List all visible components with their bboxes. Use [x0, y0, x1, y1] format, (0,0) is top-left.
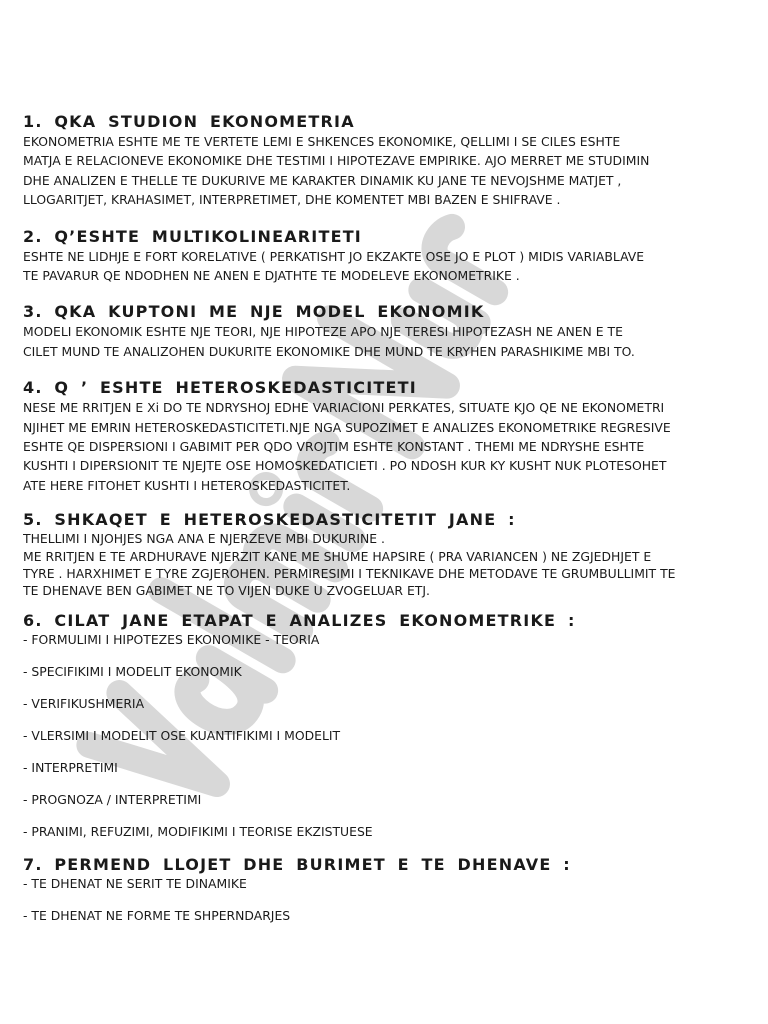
list-item: - VLERSIMI I MODELIT OSE KUANTIFIKIMI I MODELIT: [23, 728, 341, 744]
list-item: - INTERPRETIMI: [23, 760, 118, 776]
section-paragraph: [23, 530, 753, 599]
section-6: [23, 611, 753, 841]
paragraph-line: TE DHENAVE BEN GABIMET NE TO VIJEN DUKE U ZVOGELUAR ETJ.: [23, 583, 430, 599]
paragraph-line: CILET MUND TE ANALIZOHEN DUKURITE EKONOMIKE DHE MUND TE KRYHEN PARASHIKIME MBI TO.: [23, 343, 635, 359]
section-2: [23, 227, 753, 286]
list-item: - PRANIMI, REFUZIMI, MODIFIKIMI I TEORISE EKZISTUESE: [23, 824, 373, 840]
section-1: [23, 112, 753, 210]
paragraph-line: ATE HERE FITOHET KUSHTI I HETEROSKEDASTICITET.: [23, 477, 351, 493]
section-4: [23, 378, 753, 495]
section-heading: 6. CILAT JANE ETAPAT E ANALIZES EKONOMETRIKE :: [23, 611, 576, 631]
list-item: - SPECIFIKIMI I MODELIT EKONOMIK: [23, 664, 242, 680]
section-3: [23, 302, 753, 361]
list-item: - TE DHENAT NE SERIT TE DINAMIKE: [23, 876, 247, 892]
list-item: - PROGNOZA / INTERPRETIMI: [23, 792, 202, 808]
paragraph-line: LLOGARITJET, KRAHASIMET, INTERPRETIMET, DHE KOMENTET MBI BAZEN E SHIFRAVE .: [23, 192, 561, 208]
section-heading: 3. QKA KUPTONI ME NJE MODEL EKONOMIK: [23, 302, 485, 322]
paragraph-line: DHE ANALIZEN E THELLE TE DUKURIVE ME KARAKTER DINAMIK KU JANE TE NEVOJSHME MATJET ,: [23, 172, 622, 188]
paragraph-line: EKONOMETRIA ESHTE ME TE VERTETE LEMI E SHKENCES EKONOMIKE, QELLIMI I SE CILES ESHTE: [23, 134, 621, 149]
data-types-list: [23, 875, 753, 925]
section-paragraph: [23, 247, 753, 286]
document-body: [23, 112, 753, 939]
section-heading: 5. SHKAQET E HETEROSKEDASTICITETIT JANE :: [23, 510, 516, 530]
section-paragraph: [23, 132, 753, 210]
paragraph-line: MODELI EKONOMIK ESHTE NJE TEORI, NJE HIPOTEZE APO NJE TERESI HIPOTEZASH NE ANEN E TE: [23, 324, 623, 340]
paragraph-line: ME RRITJEN E TE ARDHURAVE NJERZIT KANE ME SHUME HAPSIRE ( PRA VARIANCEN ) NE ZGJEDHJET E: [23, 548, 652, 564]
paragraph-line: ESHTE QE DISPERSIONI I GABIMIT PER QDO VROJTIM ESHTE KONSTANT . THEMI ME NDRYSHE ESHTE: [23, 439, 645, 455]
section-paragraph: [23, 398, 753, 495]
paragraph-line: TYRE . HARXHIMET E TYRE ZGJEROHEN. PERMIRESIMI I TEKNIKAVE DHE METODAVE TE GRUMBULLIMIT TE: [23, 565, 676, 581]
section-heading: 7. PERMEND LLOJET DHE BURIMET E TE DHENAVE :: [23, 855, 571, 875]
paragraph-line: ESHTE NE LIDHJE E FORT KORELATIVE ( PERKATISHT JO EKZAKTE OSE JO E PLOT ) MIDIS VARIABLAVE: [23, 248, 645, 264]
section-5: [23, 510, 753, 599]
paragraph-line: KUSHTI I DIPERSIONIT TE NJEJTE OSE HOMOSKEDATICIETI . PO NDOSH KUR KY KUSHT NUK PLOTESOHET: [23, 458, 667, 474]
paragraph-line: THELLIMI I NJOHJES NGA ANA E NJERZEVE MBI DUKURINE .: [23, 531, 385, 547]
paragraph-line: NJIHET ME EMRIN HETEROSKEDASTICITETI.NJE NGA SUPOZIMET E ANALIZES EKONOMETRIKE REGRESIVE: [23, 419, 671, 435]
stages-list: [23, 631, 753, 841]
section-heading: 2. Q’ESHTE MULTIKOLINEARITETI: [23, 226, 362, 246]
paragraph-line: NESE ME RRITJEN E Xi DO TE NDRYSHOJ EDHE VARIACIONI PERKATES, SITUATE KJO QE NE EKONOMETRI: [23, 400, 665, 416]
paragraph-line: MATJA E RELACIONEVE EKONOMIKE DHE TESTIMI I HIPOTEZAVE EMPIRIKE. AJO MERRET ME STUDIMIN: [23, 153, 650, 169]
paragraph-line: TE PAVARUR QE NDODHEN NE ANEN E DJATHTE TE MODELEVE EKONOMETRIKE .: [23, 268, 520, 284]
section-paragraph: [23, 322, 753, 361]
list-item: - VERIFIKUSHMERIA: [23, 696, 145, 712]
section-heading: 4. Q ’ ESHTE HETEROSKEDASTICITETI: [23, 378, 417, 398]
list-item: - TE DHENAT NE FORME TE SHPERNDARJES: [23, 908, 291, 924]
list-item: - FORMULIMI I HIPOTEZES EKONOMIKE - TEORIA: [23, 632, 320, 648]
section-7: [23, 855, 753, 925]
section-heading: 1. QKA STUDION EKONOMETRIA: [23, 112, 355, 131]
